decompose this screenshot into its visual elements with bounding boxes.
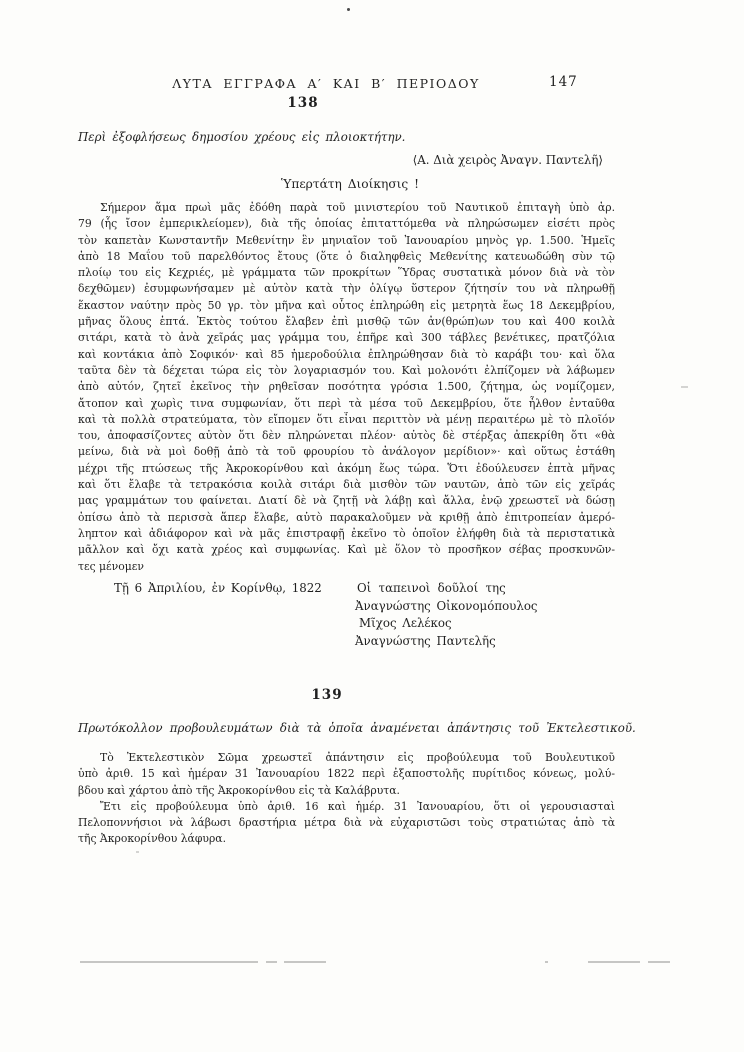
scan-artifact-line — [648, 961, 670, 963]
signature-name: Ἀναγνώστης Παντελῆς — [355, 633, 496, 648]
document-138-signatures — [355, 598, 538, 650]
body-text-line: ἀπὸ αὐτόν, ζητεῖ ἐκεῖνος τὴν ρηθεῖσαν ποσότητα γρόσια 1.500, ζήτημα, ὡς νομίζομεν, — [78, 380, 615, 394]
document-139-subject-heading: Πρωτόκολλον προβουλευμάτων διὰ τὰ ὁποῖα ἀναμένεται ἀπάντησις τοῦ Ἐκτελεστικοῦ. — [78, 721, 636, 735]
body-text-line: ὑπὸ ἀριθ. 15 καὶ ἡμέραν 31 Ἰανουαρίου 1822 περὶ ἐξαποστολῆς πυρίτιδος κόνεως, μολύ- — [78, 767, 615, 781]
body-text-line: σιτάρι, κατὰ τὸ ἀνὰ χεῖράς μας γράμμα του, ἐπῆρε καὶ 300 τάβλες βενέτικες, πρατζόλια — [78, 331, 615, 345]
scan-speck — [347, 8, 350, 11]
scan-artifact-dot — [545, 961, 548, 963]
body-text-line: Πελοποννήσιοι νὰ λάβωσι δραστήρια μέτρα διὰ νὰ εὐχαριστῶσι τοὺς στρατιώτας ἀπὸ τὰ — [78, 816, 615, 830]
body-text-line: καὶ τὰ πολλὰ στρατεύματα, τὸν εἴπομεν ὅτι εἶναι περιττὸν νὰ μένῃ περαιτέρω μὲ τὸ πλοῖόν — [78, 412, 615, 426]
body-text-line: ταῦτα δὲν τὰ δέχεται τώρα εἰς τὸν λογαριασμόν του. Καὶ μολονότι ἐλπίζομεν νὰ λάβωμεν — [78, 363, 615, 377]
document-138-salutation: Ὑπερτάτη Διοίκησις ! — [280, 177, 420, 191]
body-text-line: τῆς Ἀκροκορίνθου λάφυρα. — [78, 832, 227, 846]
body-text-line: βδου καὶ χάρτου ἀπὸ τῆς Ἀκροκορίνθου εἰς τὰ Καλάβρυτα. — [78, 783, 400, 797]
document-138-number: 138 — [287, 95, 319, 111]
body-text-line: του, ἀποφασίζοντες αὐτὸν ὅτι δὲν πληρώνεται πλέον· αὐτὸς δὲ στέρξας ἀπεκρίθη ὅτι «θὰ — [78, 429, 615, 443]
body-text-line: Ἔτι εἰς προβούλευμα ὑπὸ ἀριθ. 16 καὶ ἡμέρ. 31 Ἰανουαρίου, ὅτι οἱ γερουσιασταὶ — [100, 799, 615, 813]
page-number: 147 — [549, 74, 578, 90]
body-text-line: μείνω, διὰ νὰ μοὶ δοθῇ ἀπὸ τὰ τοῦ φρουρίου τὸ ἀνάλογον μερίδιον»· καὶ οὕτως ἐστάθη — [78, 445, 615, 459]
body-text-line: δεχθῶμεν) ἐσυμφωνήσαμεν μὲ αὐτὸν κατὰ τὴν ὀλίγῳ ὕστερον ζήτησίν του νὰ πληρωθῇ — [78, 282, 615, 296]
scan-artifact-line — [266, 961, 277, 963]
document-139-number: 139 — [311, 687, 343, 703]
signature-name: Μῖχος Λελέκος — [359, 616, 452, 631]
scan-artifact-line — [80, 961, 258, 963]
body-text-line: ἄτοπον καὶ χωρὶς τινα συμφωνίαν, ὅτι περὶ τὰ μέσα τοῦ Δεκεμβρίου, ὅτε ἦλθον ἐνταῦθα — [78, 396, 615, 410]
scan-artifact-line — [284, 961, 326, 963]
scan-artifact-dot — [681, 386, 688, 388]
body-text-line: τὸν καπετὰν Κωνσταντῆν Μεθενίτην ἓν μηνιαῖον τοῦ Ἰανουαρίου μηνὸς γρ. 1.500. Ἡμεῖς — [78, 233, 615, 247]
body-text-line: ληπτον καὶ ἀδιάφορον καὶ νὰ μᾶς ἐπιστραφῇ ἐκεῖνο τὸ ὁποῖον ἐλήφθη διὰ τὰ περιστατικὰ — [78, 526, 615, 540]
scan-artifact-line — [588, 961, 640, 963]
document-138-subject-heading: Περὶ ἐξοφλήσεως δημοσίου χρέους εἰς πλοιοκτήτην. — [78, 130, 406, 144]
body-text-line: καὶ ὅτι ἔλαβε τὰ τετρακόσια κοιλὰ σιτάρι διὰ μισθὸν τῶν ναυτῶν, ἀπὸ τῶν εἰς χεῖράς — [78, 478, 615, 492]
document-138-closing-formula: Οἱ ταπεινοὶ δοῦλοί της — [357, 581, 506, 595]
body-text-line: ἀπὸ 18 Μαΐου τοῦ παρελθόντος ἔτους (ὅτε ὁ διαληφθεὶς Μεθενίτης κατευωδώθη σὺν τῷ — [78, 249, 615, 263]
body-text-line: ἕκαστον ναύτην πρὸς 50 γρ. τὸν μῆνα καὶ οὗτος ἐπληρώθη εἰς μετρητὰ ἕως 18 Δεκεμβρίου, — [78, 298, 615, 312]
body-text-line: ὀπίσω ἀπὸ τὰ περισσὰ ἅπερ ἔλαβε, αὐτὸ παρακαλοῦμεν νὰ κριθῇ ἀπὸ ἐπιτροπείαν ἀμερό- — [78, 510, 615, 524]
body-text-line: καὶ κοντάκια ἀπὸ Σοφικόν· καὶ 85 ἡμεροδούλια ἐπληρώθησαν διὰ τὸ καράβι του· καὶ ὅλα — [78, 347, 615, 361]
document-138-body-text — [78, 200, 615, 575]
body-text-line: πλοίῳ του εἰς Κεχριές, μὲ γράμματα τῶν προκρίτων Ὕδρας συστατικὰ μόνον διὰ νὰ τὸν — [78, 266, 615, 280]
body-text-line: μας γραμμάτων του φαίνεται. Διατί δὲ νὰ ζητῇ νὰ λάβῃ καὶ ἄλλα, ἐνῷ χρεωστεῖ νὰ δώσῃ — [78, 494, 615, 508]
body-text-line: τες μένομεν — [78, 559, 144, 573]
document-138-dateline: Τῇ 6 Ἀπριλίου, ἐν Κορίνθῳ, 1822 — [114, 581, 322, 595]
body-text-line: Σήμερον ἅμα πρωὶ μᾶς ἐδόθη παρὰ τοῦ μινιστερίου τοῦ Ναυτικοῦ ἐπιταγὴ ὑπὸ ἀρ. — [100, 201, 615, 214]
body-text-line: Τὸ Ἐκτελεστικὸν Σῶμα χρεωστεῖ ἀπάντησιν εἰς προβούλευμα τοῦ Βουλευτικοῦ — [100, 751, 615, 764]
body-text-line: μῆνας ὅλους ἑπτά. Ἐκτὸς τούτου ἔλαβεν ἐπὶ μισθῷ τῶν ἀν(θρώπ)ων του καὶ 400 κοιλὰ — [78, 315, 615, 329]
body-text-line: 79 (ἧς ἴσον ἐμπερικλείομεν), διὰ τῆς ὁποίας ἐπιταττόμεθα νὰ πληρώσωμεν εἰσέτι πρὸς — [78, 217, 615, 231]
document-138-hand-note: ⟨Α. Διὰ χειρὸς Ἀναγν. Παντελῆ⟩ — [412, 153, 603, 167]
running-head-title: ΛΥΤΑ ΕΓΓΡΑΦΑ Α′ ΚΑΙ Β′ ΠΕΡΙΟΔΟΥ — [172, 76, 480, 91]
document-139-body-text — [78, 750, 615, 848]
body-text-line: μέχρι τῆς πτώσεως τῆς Ἀκροκορίνθου καὶ ἀκόμη ἕως τώρα. Ὅτι ἐδούλευσεν ἑπτὰ μῆνας — [78, 461, 615, 475]
body-text-line: μᾶλλον καὶ ὄχι κατὰ χρέος καὶ συμφωνίας. Καὶ μὲ ὅλον τὸ προσῆκον σέβας προσκυνῶν- — [78, 543, 615, 557]
signature-name: Ἀναγνώστης Οἰκονομόπουλος — [355, 599, 538, 613]
scan-artifact-dot — [136, 851, 139, 853]
